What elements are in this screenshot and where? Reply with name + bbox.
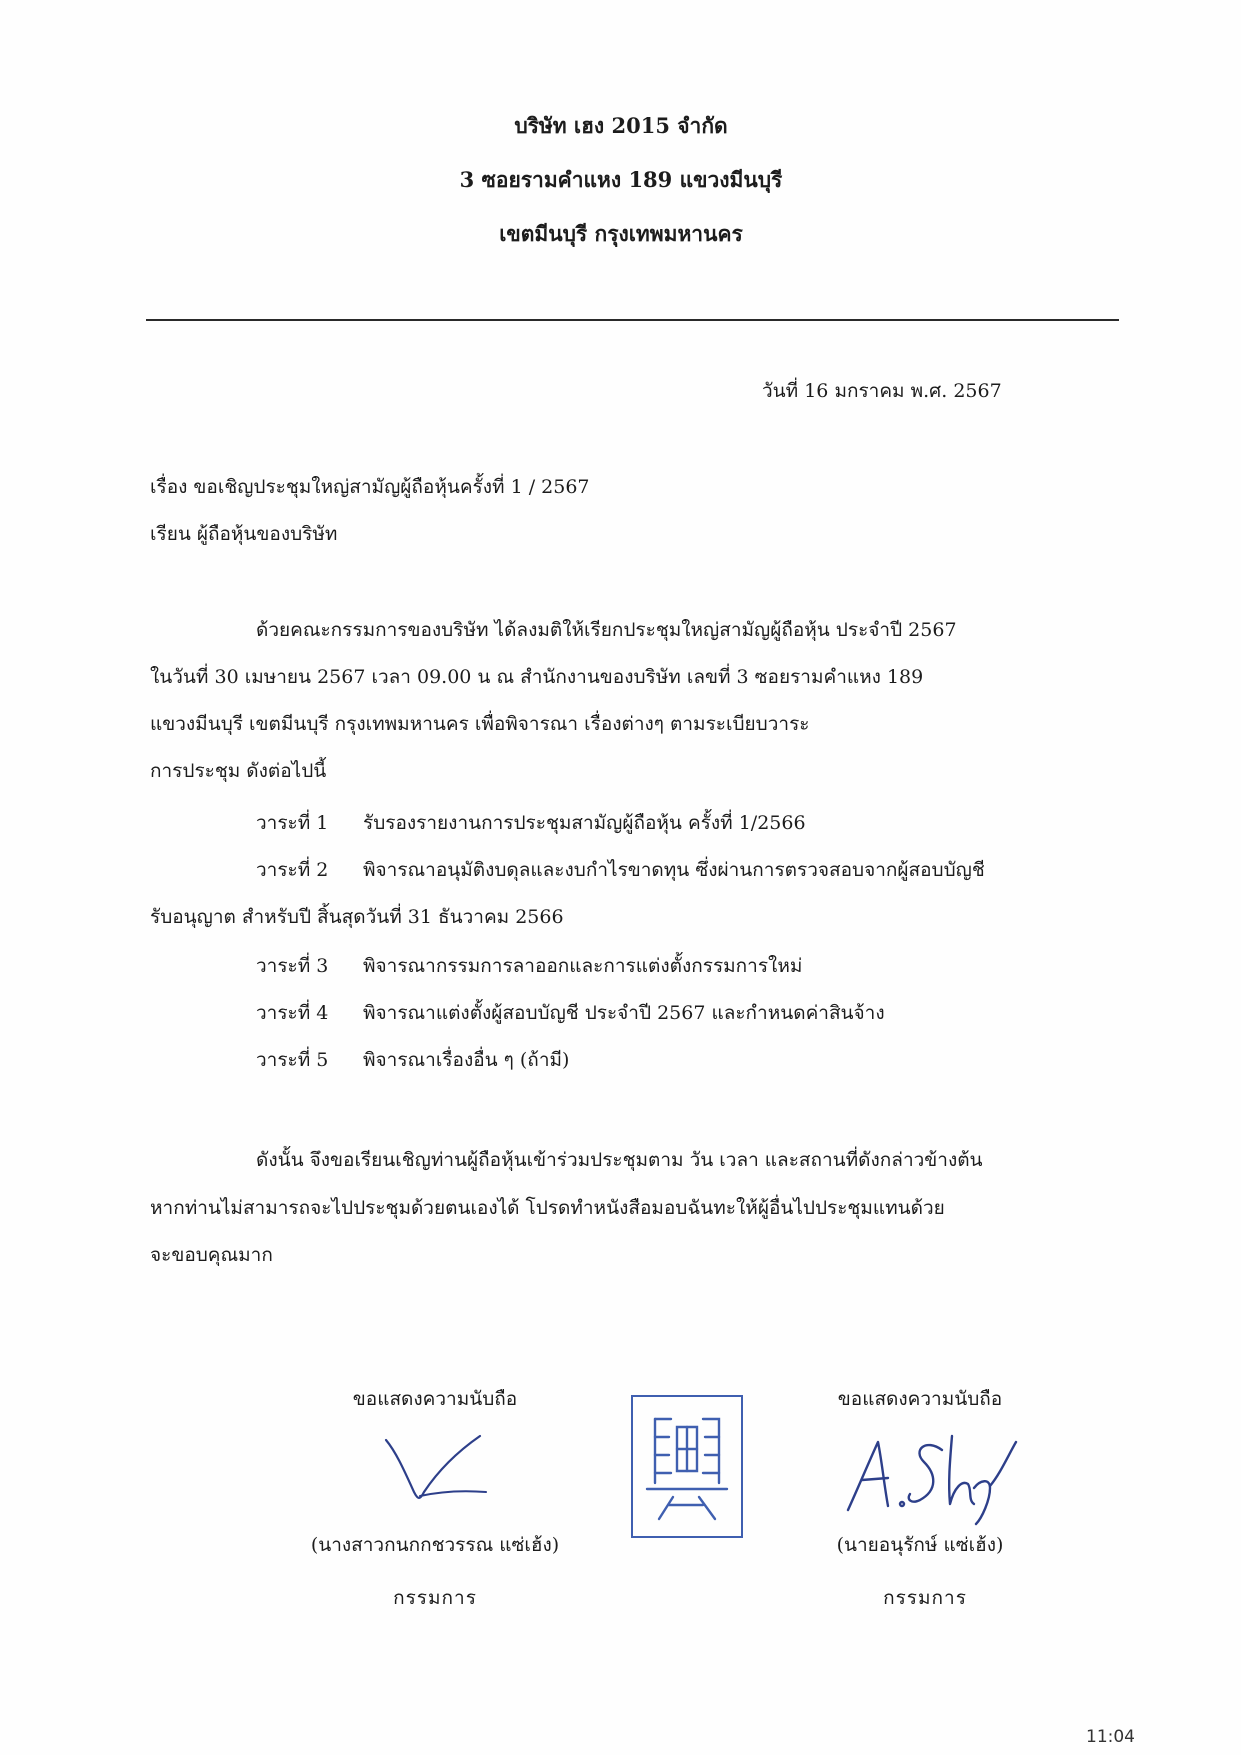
right-regards: ขอแสดงความนับถือ xyxy=(837,1388,1003,1410)
agenda-4-number: วาระที่ 4 xyxy=(256,1002,329,1024)
agenda-3-number: วาระที่ 3 xyxy=(256,955,329,977)
left-signatory-name: (นางสาวกนกกชวรรณ แซ่เฮ้ง) xyxy=(310,1534,560,1556)
agenda-2-number: วาระที่ 2 xyxy=(256,859,329,881)
page-number: 11:04 xyxy=(1086,1727,1135,1747)
agenda-4-text: พิจารณาแต่งตั้งผู้สอบบัญชี ประจำปี 2567 และกำหนดค่าสินจ้าง xyxy=(363,1002,885,1024)
intro-line-2: ในวันที่ 30 เมษายน 2567 เวลา 09.00 น ณ สำนักงานของบริษัท เลขที่ 3 ซอยรามคำแหง 189 xyxy=(150,666,924,688)
header-divider xyxy=(146,319,1119,321)
left-signatory-title: กรรมการ xyxy=(393,1587,477,1609)
agenda-1-text: รับรองรายงานการประชุมสามัญผู้ถือหุ้น ครั้งที่ 1/2566 xyxy=(363,812,806,834)
subject-line: เรื่อง ขอเชิญประชุมใหญ่สามัญผู้ถือหุ้นครั้งที่ 1 / 2567 xyxy=(150,476,590,498)
left-regards: ขอแสดงความนับถือ xyxy=(352,1388,518,1410)
company-seal-stamp xyxy=(631,1395,743,1538)
intro-line-4: การประชุม ดังต่อไปนี้ xyxy=(150,760,327,782)
right-signature xyxy=(840,1428,1020,1528)
closing-line-2: หากท่านไม่สามารถจะไปประชุมด้วยตนเองได้ โปรดทำหนังสือมอบฉันทะให้ผู้อื่นไปประชุมแทนด้วย xyxy=(150,1197,945,1219)
company-address-line-1: 3 ซอยรามคำแหง 189 แขวงมีนบุรี xyxy=(459,167,783,192)
company-name: บริษัท เฮง 2015 จำกัด xyxy=(514,113,728,138)
agenda-5-number: วาระที่ 5 xyxy=(256,1049,329,1071)
right-signatory-name: (นายอนุรักษ์ แซ่เฮ้ง) xyxy=(836,1534,1004,1556)
closing-line-1: ดังนั้น จึงขอเรียนเชิญท่านผู้ถือหุ้นเข้าร่วมประชุมตาม วัน เวลา และสถานที่ดังกล่าวข้างต้น xyxy=(256,1149,983,1171)
company-address-line-2: เขตมีนบุรี กรุงเทพมหานคร xyxy=(499,221,743,246)
intro-line-1: ด้วยคณะกรรมการของบริษัท ได้ลงมติให้เรียกประชุมใหญ่สามัญผู้ถือหุ้น ประจำปี 2567 xyxy=(256,619,957,641)
agenda-1-number: วาระที่ 1 xyxy=(256,812,329,834)
left-signature xyxy=(378,1430,498,1510)
salutation-line: เรียน ผู้ถือหุ้นของบริษัท xyxy=(150,523,338,545)
agenda-3-text: พิจารณากรรมการลาออกและการแต่งตั้งกรรมการใหม่ xyxy=(363,955,803,977)
agenda-2-continuation: รับอนุญาต สำหรับปี สิ้นสุดวันที่ 31 ธันวาคม 2566 xyxy=(150,906,564,928)
right-signatory-title: กรรมการ xyxy=(883,1587,967,1609)
agenda-2-text: พิจารณาอนุมัติงบดุลและงบกำไรขาดทุน ซึ่งผ่านการตรวจสอบจากผู้สอบบัญชี xyxy=(363,859,985,881)
intro-line-3: แขวงมีนบุรี เขตมีนบุรี กรุงเทพมหานคร เพื่อพิจารณา เรื่องต่างๆ ตามระเบียบวาระ xyxy=(150,713,810,735)
date-line: วันที่ 16 มกราคม พ.ศ. 2567 xyxy=(762,380,1002,402)
closing-line-3: จะขอบคุณมาก xyxy=(150,1244,273,1266)
agenda-5-text: พิจารณาเรื่องอื่น ๆ (ถ้ามี) xyxy=(363,1049,570,1071)
